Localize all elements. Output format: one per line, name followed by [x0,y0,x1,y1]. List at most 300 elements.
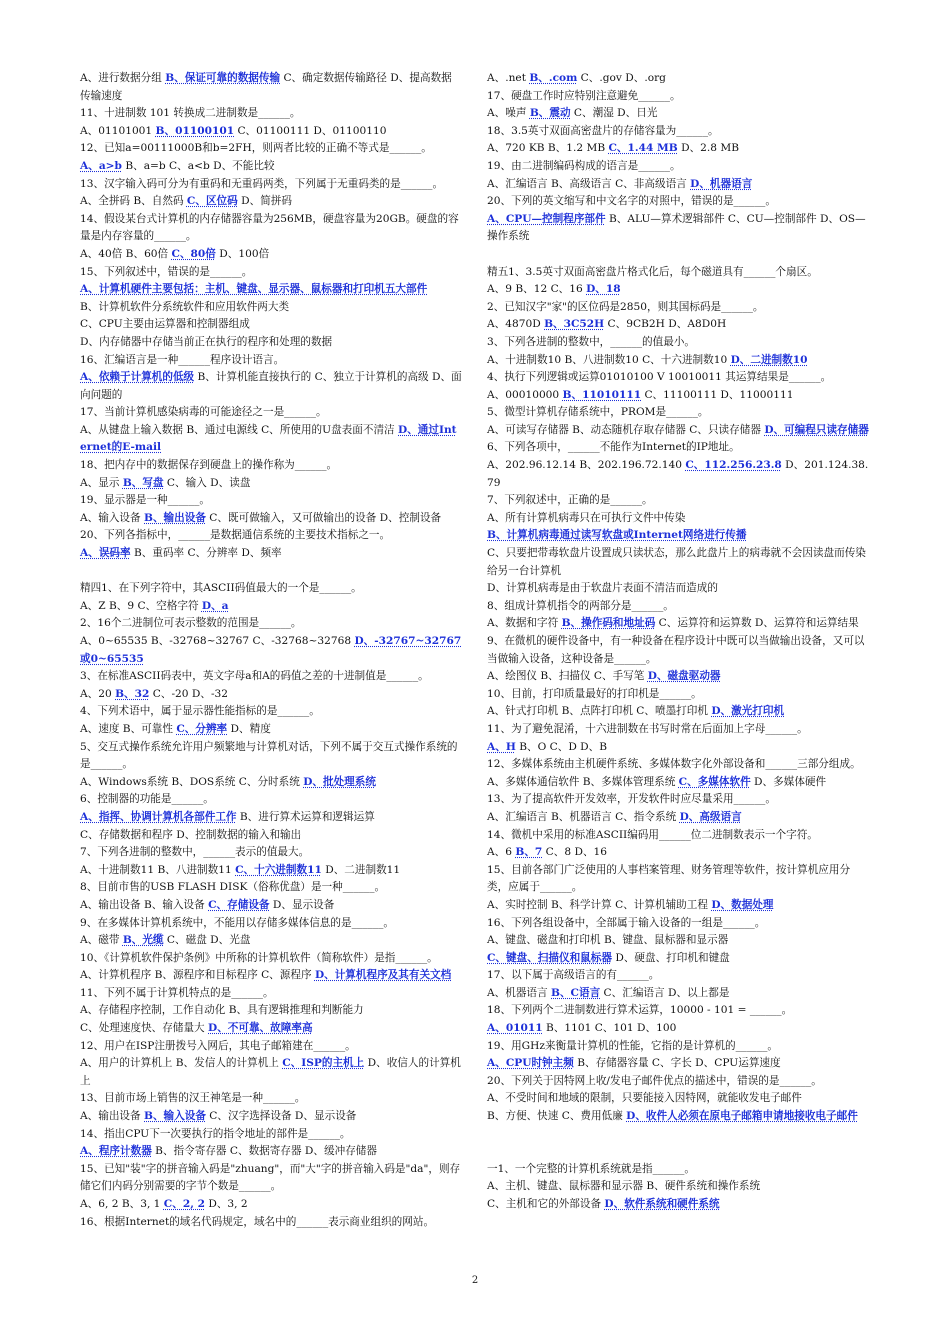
text-segment: D、100倍 [215,247,270,260]
text-segment: 20、下列的英文缩写和中文名字的对照中，错误的是______。 [487,195,776,208]
text-segment: C、运算符和运算数 D、运算符和运算结果 [655,617,859,630]
highlighted-answer: A、指挥、协调计算机各部件工作 [80,810,237,823]
question-line [487,316,869,334]
question-line [80,1090,462,1108]
question-line [80,721,462,739]
text-segment: A、全拼码 B、自然码 [80,195,187,208]
question-line [80,1143,462,1161]
text-segment: A、键盘、磁盘和打印机 B、键盘、鼠标器和显示器 [487,934,729,947]
highlighted-answer: D、计算机程序及其有关文档 [314,969,452,982]
question-line [487,580,869,598]
question-line [80,774,462,792]
text-segment: C、输入 D、读盘 [163,476,251,489]
text-segment: A、40倍 B、60倍 [80,247,172,260]
question-line [487,193,869,211]
question-line [80,879,462,897]
text-segment: A、用户的计算机上 B、发信人的计算机上 [80,1057,283,1070]
text-segment: 10、目前，打印质量最好的打印机是______。 [487,687,702,700]
question-line [80,158,462,176]
text-segment: C、主机和它的外部设备 [487,1198,605,1210]
text-segment: D、硬盘、打印机和键盘 [611,951,730,964]
text-segment: 8、目前市售的USB FLASH DISK（俗称优盘）是一种______。 [80,881,386,894]
text-segment: C、-20 D、-32 [149,687,229,700]
question-line [487,950,869,968]
question-line [80,1108,462,1126]
question-line [80,915,462,933]
highlighted-answer: D、机器语言 [690,177,753,190]
text-segment: 9、在多媒体计算机系统中，不能用以存储多媒体信息的是______。 [80,916,394,929]
text-segment: A、针式打印机 B、点阵打印机 C、喷墨打印机 [487,705,712,718]
question-line [80,598,462,616]
question-line [80,404,462,422]
text-segment: B、计算机软件分系统软件和应用软件两大类 [80,300,290,313]
text-segment: C、确定数据传输路径 D、提高数据传输速度 [80,72,452,102]
question-line [487,105,869,123]
question-line [80,1196,462,1214]
highlighted-answer: C、2, 2 [163,1198,205,1210]
highlighted-answer: A、a>b [80,159,122,172]
text-segment: 3、下列各进制的整数中，______的值最小。 [487,335,696,348]
text-segment: 16、汇编语言是一种______程序设计语言。 [80,353,285,366]
question-line [80,1055,462,1090]
text-segment: A、实时控制 B、科学计算 C、计算机辅助工程 [487,898,712,911]
question-line [487,369,869,387]
highlighted-answer: D、收件人必须在原电子邮箱申请地接收电子邮件 [626,1110,858,1123]
question-line [487,387,869,405]
question-line [80,193,462,211]
text-segment: 12、已知a=00111000B和b=2FH，则两者比较的正确不等式是______。 [80,142,432,155]
text-segment: A、6 [487,846,516,859]
text-segment: 2、16个二进制位可表示整数的范围是______。 [80,617,302,630]
text-segment: 11、下列不属于计算机特点的是______。 [80,986,274,999]
text-segment: 15、已知"装"字的拼音输入码是"zhuang"，而"大"字的拼音输入码是"da"，则存储它们内码分别需要的字节个数是______。 [80,1162,461,1193]
text-segment: A、汇编语言 B、机器语言 C、指令系统 [487,810,680,823]
text-segment: A、数据和字符 [487,617,562,630]
question-line [487,932,869,950]
question-line [80,264,462,282]
question-line [487,774,869,792]
question-line [80,1214,462,1232]
highlighted-answer: A、误码率 [80,547,131,560]
text-segment: A、01101001 [80,124,156,137]
question-line [487,422,869,440]
text-segment: 15、目前各部门广泛使用的人事档案管理、财务管理等软件，按计算机应用分类，应属于______。 [487,863,851,894]
text-segment: A、进行数据分组 [80,72,166,84]
question-line [80,475,462,493]
highlighted-answer: C、分辨率 [176,722,228,735]
text-segment: 11、十进制数 101 转换成二进制数是______。 [80,107,301,120]
text-segment: A、从键盘上输入数据 B、通过电源线 C、所使用的U盘表面不清洁 [80,423,399,436]
question-line [80,527,462,545]
highlighted-answer: C、1.44 MB [608,142,678,155]
highlighted-answer: B、输出设备 [144,511,206,524]
text-segment: A、所有计算机病毒只在可执行文件中传染 [487,511,686,524]
question-line [487,510,869,528]
text-segment: A、.net [487,72,530,84]
question-line [487,140,869,158]
question-line [487,158,869,176]
text-segment: D、2.8 MB [677,142,740,155]
text-segment: 5、微型计算机存储系统中，PROM是______。 [487,406,709,419]
question-line [80,140,462,158]
question-line [80,897,462,915]
text-segment: D、精度 [227,722,271,735]
highlighted-answer: D、-32767~32767或0~65535 [80,635,462,665]
question-line [487,844,869,862]
question-line [80,862,462,880]
right-column [487,70,869,1214]
text-segment: 19、显示器是一种______。 [80,494,211,507]
highlighted-answer: D、磁盘驱动器 [647,670,721,683]
question-line [487,862,869,897]
text-segment: D、显示设备 [269,898,335,911]
text-segment: A、汇编语言 B、高级语言 C、非高级语言 [487,177,691,190]
text-segment: 4、下列术语中，属于显示器性能指标的是______。 [80,705,320,718]
text-segment: A、4870D [487,318,545,331]
question-line [487,1020,869,1038]
text-segment: 一1、一个完整的计算机系统就是指______。 [487,1162,696,1175]
text-segment: 4、执行下列逻辑或运算01010100 V 10010011 其运算结果是______。 [487,371,832,384]
question-line [80,369,462,404]
text-segment: A、输入设备 [80,511,144,524]
question-line [487,545,869,580]
question-line [80,316,462,334]
text-segment: 13、目前市场上销售的汉王神笔是一种______。 [80,1092,306,1105]
highlighted-answer: A、程序计数器 [80,1145,152,1158]
question-line [487,633,869,668]
question-line [487,897,869,915]
highlighted-answer: B、写盘 [122,476,164,489]
question-line [80,422,462,457]
text-segment: B、存储器容量 C、字长 D、CPU运算速度 [573,1057,781,1070]
question-line [80,615,462,633]
question-line [487,123,869,141]
text-segment: B、重码率 C、分辨率 D、频率 [130,547,282,560]
text-segment: A、十进制数10 B、八进制数10 C、十六进制数10 [487,353,731,366]
question-line [487,967,869,985]
question-line [80,703,462,721]
highlighted-answer: D、激光打印机 [711,705,785,718]
highlighted-answer: C、ISP的主机上 [282,1057,365,1070]
highlighted-answer: B、7 [515,846,543,859]
question-line [487,70,869,88]
highlighted-answer: D、可编程只读存储器 [764,423,869,436]
highlighted-answer: B、11010111 [562,388,642,401]
text-segment: 12、多媒体系统由主机硬件系统、多媒体数字化外部设备和______三部分组成。 [487,758,861,771]
question-line [80,844,462,862]
text-segment: A、20 [80,687,116,700]
text-segment: 15、下列叙述中，错误的是______。 [80,265,253,278]
text-segment: D、201.124.38.79 [487,459,869,489]
left-column [80,70,462,1231]
question-line [80,668,462,686]
text-segment: 10、《计算机软件保护条例》中所称的计算机软件（简称软件）是指______。 [80,951,438,964]
text-segment: A、十进制数11 B、八进制数11 [80,863,236,876]
text-segment: 7、下列各进制的整数中，______表示的值最大。 [80,846,310,859]
question-line [80,545,462,563]
highlighted-answer: A、计算机硬件主要包括：主机、键盘、显示器、鼠标器和打印机五大部件 [80,283,428,296]
blank-line [487,246,869,264]
highlighted-answer: C、存储设备 [208,898,270,911]
question-line [80,791,462,809]
highlighted-answer: B、3C52H [544,318,605,331]
question-line [80,1038,462,1056]
highlighted-answer: C、80倍 [171,247,216,260]
text-segment: C、01100111 D、01100110 [234,124,387,137]
text-segment: A、主机、键盘、鼠标器和显示器 B、硬件系统和操作系统 [487,1180,761,1193]
text-segment: B、a=b C、a<b D、不能比较 [121,159,275,172]
question-line [80,985,462,1003]
text-segment: A、720 KB B、1.2 MB [487,142,609,155]
question-line [487,211,869,246]
question-line [487,756,869,774]
question-line [80,686,462,704]
question-line [487,1178,869,1196]
question-line [80,1126,462,1144]
text-segment: B、指令寄存器 C、数据寄存器 D、缓冲存储器 [151,1145,377,1158]
text-segment: 17、硬盘工作时应特别注意避免______。 [487,89,681,102]
text-segment: D、3, 2 [204,1198,248,1210]
text-segment: C、8 D、16 [542,846,608,859]
highlighted-answer: B、光缆 [122,934,164,947]
question-line [487,1196,869,1214]
text-segment: D、二进制数11 [321,863,401,876]
text-segment: 5、交互式操作系统允许用户频繁地与计算机对话，下列不属于交互式操作系统的是______。 [80,740,458,771]
question-line [487,299,869,317]
question-line [487,1161,869,1179]
question-line [80,932,462,950]
highlighted-answer: C、112.256.23.8 [685,459,782,472]
question-line [487,176,869,194]
text-segment: 12、用户在ISP注册拨号入网后，其电子邮箱建在______。 [80,1039,356,1052]
text-segment: A、存储程序控制，工作自动化 B、具有逻辑推理和判断能力 [80,1004,364,1017]
question-line [487,1055,869,1073]
question-line [80,633,462,668]
question-line [487,492,869,510]
text-segment: A、0~65535 B、-32768~32767 C、-32768~32768 [80,635,355,647]
question-line [80,246,462,264]
text-segment: 20、下列关于因特网上收/发电子邮件优点的描述中，错误的是______。 [487,1074,822,1087]
text-segment: A、输出设备 B、输入设备 [80,898,209,911]
text-segment: 7、下列叙述中，正确的是______。 [487,494,653,507]
blank-line [487,1126,869,1144]
text-segment: A、计算机程序 B、源程序和目标程序 C、源程序 [80,969,315,982]
question-line [80,281,462,299]
text-segment: 13、汉字输入码可分为有重码和无重码两类，下列属于无重码类的是______。 [80,177,444,190]
question-line [80,510,462,528]
question-line [487,88,869,106]
page-number: 2 [471,1275,479,1286]
text-segment: 6、控制器的功能是______。 [80,793,214,806]
text-segment: D、多媒体硬件 [750,775,827,788]
text-segment: 精四1、在下列字符中，其ASCII码值最大的一个是______。 [80,582,362,595]
text-segment: B、1101 C、101 D、100 [542,1022,677,1035]
question-line [80,950,462,968]
text-segment: D、收信人的计算机上 [80,1057,461,1087]
question-line [487,791,869,809]
text-segment: B、计算机能直接执行的 C、独立于计算机的高级 D、面向问题的 [80,371,462,401]
question-line [80,827,462,845]
text-segment: A、Windows系统 B、DOS系统 C、分时系统 [80,775,304,788]
text-segment: 17、当前计算机感染病毒的可能途径之一是______。 [80,406,327,419]
question-line [487,827,869,845]
highlighted-answer: B、32 [115,687,150,700]
blank-line [487,1143,869,1161]
text-segment: C、汇编语言 D、以上都是 [600,986,730,999]
question-line [80,123,462,141]
text-segment: C、潮湿 D、日光 [570,107,658,120]
highlighted-answer: D、不可靠、故障率高 [208,1022,313,1035]
question-line [487,264,869,282]
highlighted-answer: A、CPU—控制程序部件 [487,212,606,225]
text-segment: A、速度 B、可靠性 [80,722,177,735]
question-line [487,457,869,492]
highlighted-answer: B、震动 [529,107,571,120]
highlighted-answer: C、区位码 [186,195,238,208]
question-line [487,598,869,616]
question-line [487,281,869,299]
question-line [487,1002,869,1020]
question-line [487,809,869,827]
highlighted-answer: B、01100101 [155,124,235,137]
highlighted-answer: D、批处理系统 [303,775,376,788]
question-line [487,703,869,721]
text-segment: B、进行算术运算和逻辑运算 [236,810,375,823]
question-line [80,967,462,985]
text-segment: A、绘图仪 B、扫描仪 C、手写笔 [487,670,648,683]
question-line [487,1038,869,1056]
text-segment: C、存储数据和程序 D、控制数据的输入和输出 [80,828,302,841]
text-segment: 18、下列两个二进制数进行算术运算，10000 - 101 = ______。 [487,1004,793,1017]
text-segment: A、202.96.12.14 B、202.196.72.140 [487,459,686,472]
highlighted-answer: C、键盘、扫描仪和鼠标器 [487,951,612,964]
text-segment: A、00010000 [487,388,563,401]
text-segment: 6、下列各项中，______不能作为Internet的IP地址。 [487,441,740,454]
text-segment: A、机器语言 [487,986,551,999]
highlighted-answer: D、a [201,599,229,612]
question-line [80,1020,462,1038]
highlighted-answer: B、C语言 [551,986,601,999]
question-line [487,439,869,457]
text-segment: 17、以下属于高级语言的有______。 [487,969,660,982]
question-line [487,686,869,704]
text-segment: B、ALU—算术逻辑部件 C、CU—控制部件 D、OS—操作系统 [487,212,866,243]
question-line [487,1108,869,1126]
text-segment: C、磁盘 D、光盘 [163,934,251,947]
text-segment: A、Z B、9 C、空格字符 [80,599,202,612]
question-line [487,334,869,352]
question-line [487,615,869,633]
text-segment: 14、假设某台式计算机的内存储器容量为256MB，硬盘容量为20GB。硬盘的容量是内存容量的______。 [80,212,459,243]
text-segment: C、.gov D、.org [577,72,666,84]
text-segment: B、O C、D D、B [515,740,608,753]
question-line [80,299,462,317]
text-segment: A、输出设备 [80,1110,144,1123]
text-segment: 18、把内存中的数据保存到硬盘上的操作称为______。 [80,459,338,472]
question-line [487,527,869,545]
highlighted-answer: D、18 [586,283,621,296]
text-segment: 14、微机中采用的标准ASCII编码用______位二进制数表示一个字符。 [487,828,818,841]
text-segment: C、汉字选择设备 D、显示设备 [205,1110,357,1123]
blank-line [80,563,462,581]
highlighted-answer: D、二进制数10 [730,353,808,366]
highlighted-answer: C、多媒体软件 [678,775,751,788]
text-segment: 14、指出CPU下一次要执行的指令地址的部件是______。 [80,1127,351,1140]
text-segment: C、11100111 D、11000111 [641,388,794,401]
question-line [487,1073,869,1091]
text-segment: C、既可做输入，又可做输出的设备 D、控制设备 [205,511,442,524]
text-segment: 2、已知汉字"家"的区位码是2850，则其国标码是______。 [487,300,764,313]
highlighted-answer: D、软件系统和硬件系统 [604,1198,720,1210]
text-segment: 20、下列各指标中，______是数据通信系统的主要技术指标之一。 [80,529,391,542]
question-line [80,176,462,194]
question-line [487,739,869,757]
question-line [80,105,462,123]
text-segment: 9、在微机的硬件设备中，有一种设备在程序设计中既可以当做输出设备，又可以当做输入设备，这种设备是______。 [487,635,865,665]
text-segment: D、内存储器中存储当前正在执行的程序和处理的数据 [80,335,333,348]
text-segment: 16、下列各组设备中，全部属于输入设备的一组是______。 [487,916,766,929]
text-segment: 8、组成计算机指令的两部分是______。 [487,599,674,612]
text-segment: 11、为了避免混淆，十六进制数在书写时常在后面加上字母______。 [487,722,808,735]
highlighted-answer: C、十六进制数11 [235,863,322,876]
question-line [80,457,462,475]
text-segment: 19、由二进制编码构成的语言是______。 [487,159,681,172]
text-segment: C、只要把带毒软盘片设置成只读状态，那么此盘片上的病毒就不会因读盘而传染给另一台计算机 [487,547,866,577]
question-line [487,404,869,422]
highlighted-answer: B、计算机病毒通过读写软盘或Internet网络进行传播 [487,529,747,542]
question-line [487,721,869,739]
question-line [487,352,869,370]
highlighted-answer: B、.com [529,72,578,84]
question-line [487,668,869,686]
text-segment: A、多媒体通信软件 B、多媒体管理系统 [487,775,679,788]
question-line [80,352,462,370]
highlighted-answer: A、CPU时钟主频 [487,1057,574,1070]
question-line [80,211,462,246]
highlighted-answer: B、输入设备 [144,1110,206,1123]
highlighted-answer: D、数据处理 [711,898,774,911]
question-line [80,809,462,827]
text-segment: A、可读写存储器 B、动态随机存取存储器 C、只读存储器 [487,423,765,436]
text-segment: C、处理速度快、存储量大 [80,1022,209,1035]
text-segment: A、9 B、12 C、16 [487,283,587,296]
question-line [80,334,462,352]
text-segment: A、磁带 [80,934,123,947]
question-line [80,739,462,774]
highlighted-answer: D、高级语言 [679,810,742,823]
highlighted-answer: B、操作码和地址码 [561,617,656,630]
text-segment: 精五1、3.5英寸双面高密盘片格式化后，每个磁道具有______个扇区。 [487,265,818,278]
text-segment: D、简拼码 [237,195,292,208]
question-line [80,492,462,510]
highlighted-answer: D、通过Internet的E-mail [80,423,457,454]
text-segment: 19、用GHz来衡量计算机的性能，它指的是计算机的______。 [487,1039,779,1052]
question-line [487,985,869,1003]
highlighted-answer: A、H [487,740,516,753]
text-segment: C、CPU主要由运算器和控制器组成 [80,318,250,331]
highlighted-answer: A、依赖于计算机的低级 [80,371,195,384]
text-segment: D、计算机病毒是由于软盘片表面不清洁而造成的 [487,582,718,595]
text-segment: 3、在标准ASCII码表中，英文字母a和A的码值之差的十进制值是______。 [80,670,429,683]
highlighted-answer: B、保证可靠的数据传输 [165,72,281,84]
question-line [487,1090,869,1108]
text-segment: A、6, 2 B、3, 1 [80,1198,164,1210]
question-line [80,1161,462,1196]
text-segment: 18、3.5英寸双面高密盘片的存储容量为______。 [487,124,719,137]
question-line [80,70,462,105]
text-segment: B、方便、快速 C、费用低廉 [487,1110,627,1123]
question-line [80,1002,462,1020]
